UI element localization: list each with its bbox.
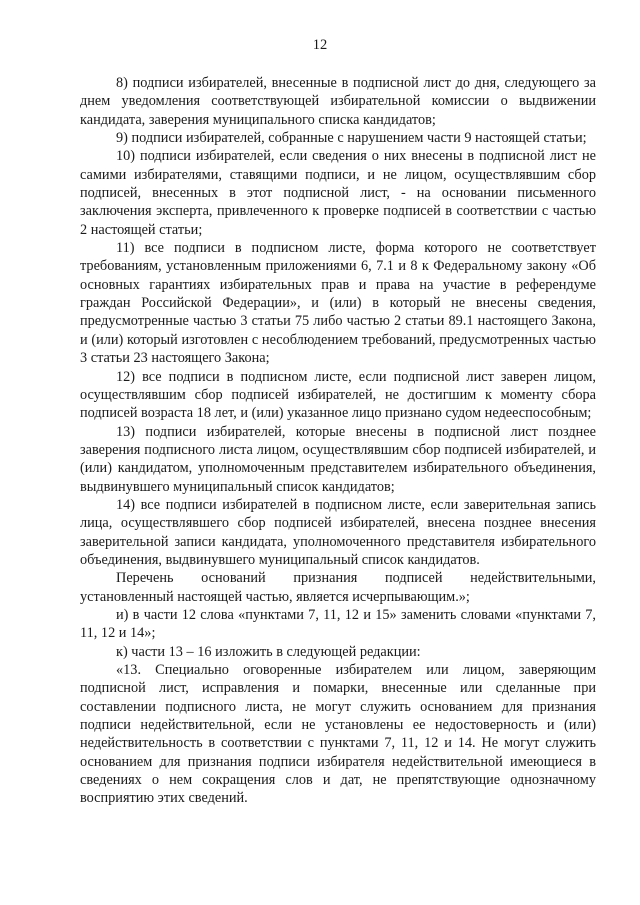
paragraph-amendment-k: к) части 13 – 16 изложить в следующей редакции:: [116, 643, 421, 660]
paragraph-amendment-i: и) в части 12 слова «пунктами 7, 11, 12 и 15» заменить словами «пунктами 7, 11, 12 и 14»;: [80, 606, 596, 642]
paragraph-item-9: 9) подписи избирателей, собранные с нарушением части 9 настоящей статьи;: [116, 130, 587, 147]
paragraph-item-11: 11) все подписи в подписном листе, форма которого не соответствует требованиям, установленным приложениями 6, 7.1 и 8 к Федеральному закону «Об основных гарантиях избирательных прав и права на участие в референдуме граждан Российской Федерации», и (или) в который не внесены сведения, предусмотренные частью 3 статьи 75 либо частью 2 статьи 89.1 настоящего Закона, и (или) который изготовлен с несоблюдением требований, предусмотренных частью 3 статьи 23 настоящего Закона;: [80, 240, 596, 367]
document-body: [80, 74, 596, 808]
paragraph-exhaustive-list: Перечень оснований признания подписей недействительными, установленный настоящей частью, является исчерпывающим.»;: [80, 570, 596, 605]
paragraph-item-8: 8) подписи избирателей, внесенные в подписной лист до дня, следующего за днем уведомления соответствующей избирательной комиссии о выдвижении кандидата, заверения муниципального списка кандидатов;: [80, 75, 596, 128]
paragraph-item-10: 10) подписи избирателей, если сведения о них внесены в подписной лист не самими избирателями, ставящими подписи, и не лицом, осуществлявшим сбор подписей, внесенных в этот подписной лист, - на основании письменного заключения эксперта, привлеченного к проверке подписей в соответствии с частью 2 настоящей статьи;: [80, 148, 596, 238]
paragraph-item-12: 12) все подписи в подписном листе, если подписной лист заверен лицом, осуществлявшим сбор подписей избирателей, не достигшим к моменту сбора подписей возраста 18 лет, и (или) указанное лицо признано судом недееспособным;: [80, 368, 596, 422]
page-number: 12: [312, 37, 328, 53]
paragraph-item-14: 14) все подписи избирателей в подписном листе, если заверительная запись лица, осуществлявшего сбор подписей избирателей, внесена позднее внесения заверительной записи кандидата, уполномоченного представителя избирательного объединения, выдвинувшего муниципальный список кандидатов.: [80, 496, 596, 568]
paragraph-part-13: «13. Специально оговоренные избирателем или лицом, заверяющим подписной лист, исправления и помарки, внесенные или сделанные при составлении подписного листа, не могут служить основанием для признания подписи недействительной, если не установлены ее недостоверность и (или) недействительность в соответствии с пунктами 7, 11, 12 и 14. Не могут служить основанием для признания подписи избирателя недействительной имеющиеся в сведениях о нем сокращения слов и дат, не препятствующие однозначному восприятию этих сведений.: [80, 662, 596, 807]
paragraph-item-13: 13) подписи избирателей, которые внесены в подписной лист позднее заверения подписного листа лицом, осуществлявшим сбор подписей избирателей, и (или) кандидатом, уполномоченным представителем избирательного объединения, выдвинувшего муниципальный список кандидатов;: [80, 423, 596, 495]
